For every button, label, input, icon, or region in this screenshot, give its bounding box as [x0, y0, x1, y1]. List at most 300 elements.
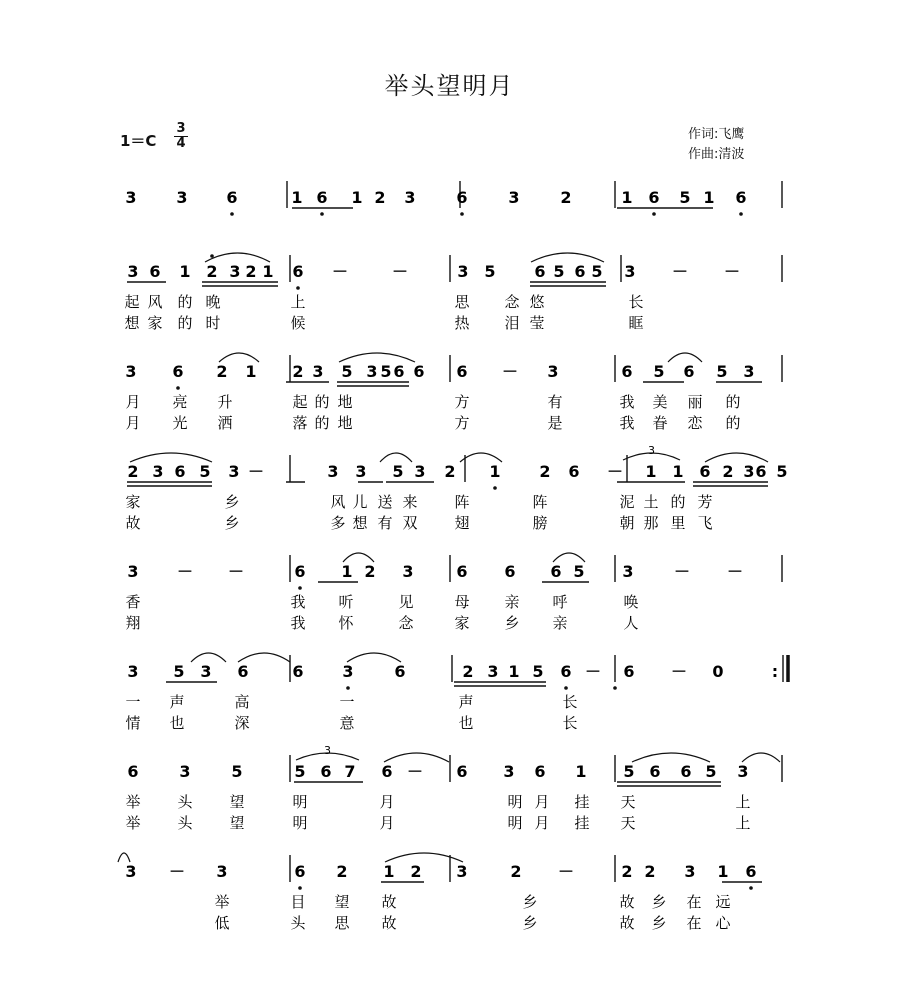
note: 2: [462, 662, 474, 681]
lyric: 朝: [619, 514, 635, 532]
note: 3: [176, 188, 188, 207]
lyric: 家: [147, 314, 163, 332]
lyric: 听: [338, 593, 354, 611]
octave-dot: [298, 886, 302, 890]
note: 6: [550, 562, 562, 581]
lyric: 情: [125, 714, 141, 732]
note: 7: [344, 762, 356, 781]
dash: －: [673, 562, 691, 581]
lyric: 双: [402, 514, 418, 532]
dash: －: [671, 262, 689, 281]
octave-dot: [210, 254, 214, 258]
lyric: 风: [147, 293, 163, 311]
note: 6: [316, 188, 328, 207]
note: 1: [179, 262, 191, 281]
note: 6: [680, 762, 692, 781]
lyric: 想: [124, 314, 140, 332]
note: 5: [392, 462, 404, 481]
lyric: 月: [534, 814, 550, 832]
dash: －: [331, 262, 349, 281]
note: 6: [394, 662, 406, 681]
note: 6: [621, 362, 633, 381]
lyric: 洒: [217, 414, 233, 432]
note: 2: [539, 462, 551, 481]
song-title: 举头望明月: [384, 72, 515, 100]
note: 2: [364, 562, 376, 581]
lyric: 候: [290, 314, 306, 332]
lyric: 土: [643, 493, 659, 511]
note: 6: [294, 862, 306, 881]
lyric: 方: [454, 414, 470, 432]
lyric: 见: [398, 593, 414, 611]
note: 6: [294, 562, 306, 581]
lyric: 亲: [552, 614, 568, 632]
lyric: 的: [177, 314, 193, 332]
lyric: 悠: [529, 293, 545, 311]
octave-dot: [564, 686, 568, 690]
note: 5: [679, 188, 691, 207]
note: 3: [547, 362, 559, 381]
note: 5: [653, 362, 665, 381]
slur: [118, 853, 130, 862]
lyric: 晚: [205, 293, 221, 311]
lyric: 起: [292, 393, 308, 411]
note: 6: [623, 662, 635, 681]
lyric: 的: [725, 393, 741, 411]
note: 6: [456, 362, 468, 381]
note: 3: [487, 662, 499, 681]
note: 3: [624, 262, 636, 281]
lyric: 地: [337, 393, 353, 411]
note: 3: [414, 462, 426, 481]
lyric: 乡: [522, 893, 538, 911]
note: 5: [341, 362, 353, 381]
lyric: 一: [339, 693, 355, 711]
note: 3: [127, 662, 139, 681]
lyric: 多: [330, 514, 346, 532]
lyric: 明: [507, 793, 523, 811]
slur: [191, 653, 226, 662]
note: 1: [703, 188, 715, 207]
lyric: 膀: [532, 514, 548, 532]
lyric: 想: [352, 514, 368, 532]
note: 2: [336, 862, 348, 881]
lyric: 乡: [522, 914, 538, 932]
lyric: 明: [507, 814, 523, 832]
slur: [130, 453, 212, 462]
slur: [668, 353, 702, 362]
note: 3: [622, 562, 634, 581]
slur: [380, 453, 412, 462]
note: 5: [173, 662, 185, 681]
lyric: 的: [314, 393, 330, 411]
note: 2: [216, 362, 228, 381]
lyric: 热: [454, 314, 470, 332]
note: 3: [312, 362, 324, 381]
note: 3: [200, 662, 212, 681]
note: 5: [532, 662, 544, 681]
lyric: 飞: [697, 514, 713, 532]
note: 3: [366, 362, 378, 381]
lyric: 阵: [532, 493, 548, 511]
note: 1: [621, 188, 633, 207]
octave-dot: [230, 212, 234, 216]
lyric: 意: [339, 714, 355, 732]
lyric: 乡: [224, 514, 240, 532]
note: 1: [672, 462, 684, 481]
lyric: 时: [205, 314, 221, 332]
lyric: 长: [562, 693, 578, 711]
lyric: 乡: [504, 614, 520, 632]
lyric: 心: [715, 914, 731, 932]
lyric: 在: [686, 893, 702, 911]
dash: －: [584, 662, 602, 681]
lyric: 上: [735, 793, 751, 811]
note: 5: [705, 762, 717, 781]
note: 3: [229, 262, 241, 281]
dash: －: [557, 862, 575, 881]
lyric: 丽: [687, 393, 703, 411]
note: 6: [381, 762, 393, 781]
lyric: 落: [292, 414, 308, 432]
note: 6: [320, 762, 332, 781]
note: 3: [228, 462, 240, 481]
note: 6: [699, 462, 711, 481]
lyric: 香: [125, 593, 141, 611]
note: 6: [172, 362, 184, 381]
note: 6: [755, 462, 767, 481]
lyric: 亮: [172, 393, 188, 411]
note: 3: [125, 862, 137, 881]
lyric: 月: [379, 814, 395, 832]
note: 6: [568, 462, 580, 481]
note: 6: [504, 562, 516, 581]
note: 3: [743, 362, 755, 381]
note: 6: [413, 362, 425, 381]
lyric: 远: [715, 893, 731, 911]
dash: －: [501, 362, 519, 381]
note: 3: [216, 862, 228, 881]
lyric: 亲: [504, 593, 520, 611]
note: 3: [404, 188, 416, 207]
note: 2: [621, 862, 633, 881]
slur: [531, 253, 604, 262]
lyric: 月: [125, 414, 141, 432]
lyric: 望: [334, 893, 350, 911]
note: 2: [374, 188, 386, 207]
lyric: 乡: [651, 893, 667, 911]
note: 3: [342, 662, 354, 681]
lyric: 低: [214, 914, 230, 932]
lyric: 举: [125, 793, 141, 811]
lyric: 起: [124, 293, 140, 311]
lyric: 翅: [454, 514, 470, 532]
note: 3: [508, 188, 520, 207]
lyric: 目: [290, 893, 306, 911]
slur: [384, 753, 449, 762]
note: 5: [553, 262, 565, 281]
note: 6: [127, 762, 139, 781]
note: 3: [125, 188, 137, 207]
lyric: 升: [217, 393, 233, 411]
lyric: 我: [619, 393, 635, 411]
note: 6: [560, 662, 572, 681]
note: 3: [152, 462, 164, 481]
dash: －: [168, 862, 186, 881]
note: 2: [560, 188, 572, 207]
lyric: 月: [534, 793, 550, 811]
lyric: 高: [234, 693, 250, 711]
triplet-mark: 3: [324, 744, 331, 757]
lyric: 深: [234, 714, 250, 732]
note: 3: [125, 362, 137, 381]
lyric: 上: [735, 814, 751, 832]
note: 3: [737, 762, 749, 781]
note: 6: [393, 362, 405, 381]
octave-dot: [613, 686, 617, 690]
note: 6: [574, 262, 586, 281]
lyric: 地: [337, 414, 353, 432]
note: 3: [743, 462, 755, 481]
lyric: 泪: [504, 314, 520, 332]
note: 5: [231, 762, 243, 781]
lyric: 人: [623, 614, 639, 632]
lyric: 来: [402, 493, 418, 511]
note: 6: [292, 662, 304, 681]
lyric: 故: [125, 514, 141, 532]
note: 6: [456, 562, 468, 581]
dash: －: [176, 562, 194, 581]
lyric: 头: [290, 914, 306, 932]
note: 5: [776, 462, 788, 481]
lyric: 我: [290, 614, 306, 632]
slur: [742, 753, 780, 762]
octave-dot: [176, 386, 180, 390]
note: 5: [380, 362, 392, 381]
lyric: 莹: [529, 314, 545, 332]
note: 6: [534, 762, 546, 781]
lyric: 思: [454, 293, 470, 311]
octave-dot: [346, 686, 350, 690]
note: 2: [722, 462, 734, 481]
octave-dot: [652, 212, 656, 216]
note: 6: [683, 362, 695, 381]
note: 2: [444, 462, 456, 481]
lyric: 望: [229, 793, 245, 811]
lyric: 乡: [224, 493, 240, 511]
note: 5: [484, 262, 496, 281]
note: 5: [294, 762, 306, 781]
lyric: 我: [290, 593, 306, 611]
note: 3: [684, 862, 696, 881]
lyric: 美: [652, 393, 668, 411]
lyric: 有: [547, 393, 563, 411]
slur: [553, 553, 585, 562]
key-signature: 1＝C: [120, 132, 157, 150]
note: 1: [351, 188, 363, 207]
time-signature-top: 3: [176, 121, 186, 136]
lyric: 有: [377, 514, 393, 532]
note: 5: [716, 362, 728, 381]
lyric: 天: [620, 793, 636, 811]
lyric: 长: [562, 714, 578, 732]
lyric: 长: [628, 293, 644, 311]
dash: －: [723, 262, 741, 281]
lyric: 乡: [651, 914, 667, 932]
slur: [347, 653, 401, 662]
lyric: 的: [670, 493, 686, 511]
lyric: 里: [670, 514, 686, 532]
composer-credit: 作曲:清波: [688, 147, 745, 162]
lyric: 送: [377, 493, 393, 511]
dash: －: [227, 562, 245, 581]
lyric: 上: [290, 293, 306, 311]
note: 1: [717, 862, 729, 881]
lyric: 明: [292, 793, 308, 811]
lyric: 翔: [125, 614, 141, 632]
slur: [339, 353, 415, 362]
note: 5: [623, 762, 635, 781]
note: 1: [383, 862, 395, 881]
note: 6: [456, 762, 468, 781]
lyric: 眷: [652, 414, 668, 432]
lyric: 思: [334, 914, 350, 932]
lyric: 月: [379, 793, 395, 811]
note: 6: [292, 262, 304, 281]
lyric: 光: [172, 414, 188, 432]
lyric: 故: [381, 893, 397, 911]
note: 6: [149, 262, 161, 281]
note: 2: [292, 362, 304, 381]
lyric: 天: [620, 814, 636, 832]
lyric: 恋: [687, 414, 703, 432]
lyric: 也: [458, 714, 474, 732]
lyric: 明: [292, 814, 308, 832]
triplet-mark: 3: [648, 444, 655, 457]
octave-dot: [298, 586, 302, 590]
lyric: 念: [398, 614, 414, 632]
lyric: 望: [229, 814, 245, 832]
dash: －: [606, 462, 624, 481]
repeat-end-sign: :: [771, 662, 779, 681]
lyricist-credit: 作词:飞鹰: [688, 127, 745, 142]
note: 2: [510, 862, 522, 881]
time-signature-bottom: 4: [174, 136, 188, 151]
note: 2: [245, 262, 257, 281]
lyric: 挂: [574, 814, 590, 832]
lyric: 举: [125, 814, 141, 832]
lyric: 的: [314, 414, 330, 432]
note: 2: [127, 462, 139, 481]
note: 6: [237, 662, 249, 681]
note: 2: [410, 862, 422, 881]
slur: [705, 453, 768, 462]
slur: [460, 453, 502, 462]
note: 6: [456, 188, 468, 207]
dash: －: [391, 262, 409, 281]
note: 1: [291, 188, 303, 207]
slur: [343, 553, 374, 562]
note: 3: [355, 462, 367, 481]
note: 3: [402, 562, 414, 581]
note: 1: [489, 462, 501, 481]
octave-dot: [493, 486, 497, 490]
lyric: 头: [177, 814, 193, 832]
lyric: 的: [725, 414, 741, 432]
slur: [205, 253, 270, 262]
note: 6: [534, 262, 546, 281]
lyric: 呼: [552, 593, 568, 611]
lyric: 故: [619, 893, 635, 911]
note: 3: [127, 262, 139, 281]
lyric: 声: [458, 693, 474, 711]
lyric: 风: [330, 493, 346, 511]
slur: [238, 653, 290, 662]
slur: [385, 853, 463, 862]
note: 5: [591, 262, 603, 281]
note: 1: [341, 562, 353, 581]
note: 6: [648, 188, 660, 207]
octave-dot: [739, 212, 743, 216]
dash: －: [726, 562, 744, 581]
lyric: 在: [686, 914, 702, 932]
lyric: 也: [169, 714, 185, 732]
note: 6: [226, 188, 238, 207]
note: 2: [644, 862, 656, 881]
octave-dot: [296, 286, 300, 290]
slur: [219, 353, 259, 362]
note: 2: [206, 262, 218, 281]
dash: －: [406, 762, 424, 781]
lyric: 眶: [628, 314, 644, 332]
lyric: 芳: [697, 493, 713, 511]
note: 0: [712, 662, 724, 681]
note: 6: [649, 762, 661, 781]
lyric: 是: [547, 414, 563, 432]
lyric: 唤: [623, 593, 639, 611]
note: 1: [645, 462, 657, 481]
lyric: 挂: [574, 793, 590, 811]
lyric: 儿: [352, 493, 368, 511]
note: 3: [457, 262, 469, 281]
lyric: 怀: [338, 614, 354, 632]
lyric: 月: [125, 393, 141, 411]
lyric: 阵: [454, 493, 470, 511]
dash: －: [247, 462, 265, 481]
note: 1: [508, 662, 520, 681]
lyric: 故: [619, 914, 635, 932]
note: 5: [199, 462, 211, 481]
note: 1: [245, 362, 257, 381]
note: 1: [575, 762, 587, 781]
lyric: 家: [454, 614, 470, 632]
lyric: 母: [454, 593, 470, 611]
note: 6: [174, 462, 186, 481]
note: 3: [503, 762, 515, 781]
lyric: 家: [125, 493, 141, 511]
note: 1: [262, 262, 274, 281]
note: 3: [456, 862, 468, 881]
lyric: 方: [454, 393, 470, 411]
lyric: 故: [381, 914, 397, 932]
note: 6: [735, 188, 747, 207]
lyric: 念: [504, 293, 520, 311]
lyric: 举: [214, 893, 230, 911]
lyric: 一: [125, 693, 141, 711]
lyric: 泥: [619, 493, 635, 511]
dash: －: [670, 662, 688, 681]
note: 5: [573, 562, 585, 581]
